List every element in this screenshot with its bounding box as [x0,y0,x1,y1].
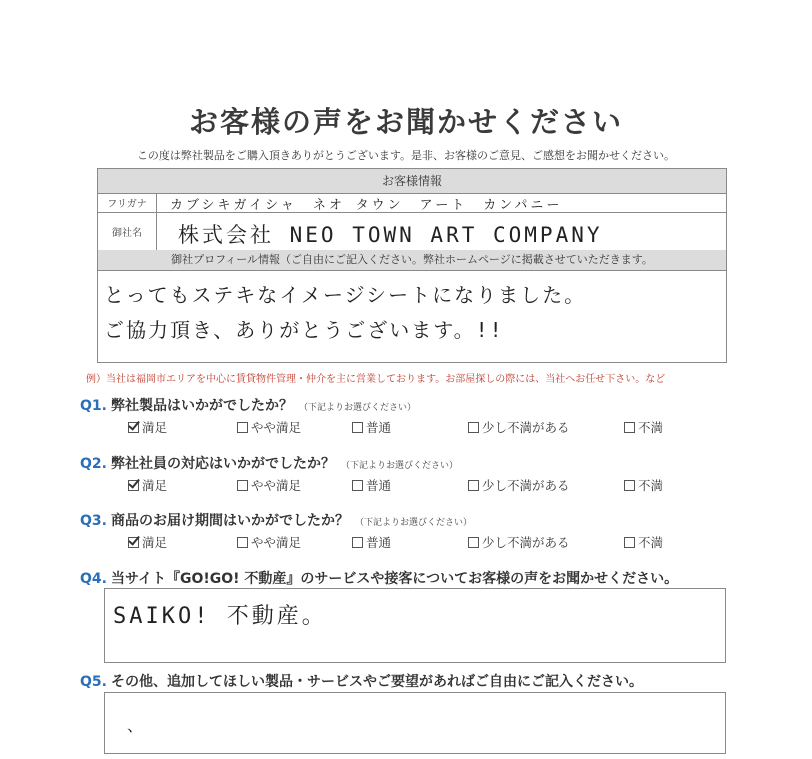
checkbox-icon[interactable] [352,537,363,548]
checkbox-icon[interactable] [352,422,363,433]
q3-option-satisfied[interactable]: 満足 [128,533,167,551]
profile-text-line-2: ご協力頂き、ありがとうございます。!! [104,318,504,342]
profile-header: 御社プロフィール情報（ご自由にご記入ください。弊社ホームページに掲載させていただきます。 [98,250,726,271]
q1-option-somewhat-satisfied[interactable]: やや満足 [237,418,301,436]
furigana-row [98,193,726,213]
question-3-text: 商品のお届け期間はいかがでしたか？ [110,513,349,529]
question-1-text: 弊社製品はいかがでしたか？ [110,398,293,414]
checkbox-icon[interactable] [624,537,635,548]
q2-option-dissatisfied[interactable]: 不満 [624,476,663,494]
q2-option-somewhat-satisfied[interactable]: やや満足 [237,476,301,494]
company-row [98,212,726,251]
q1-option-dissatisfied[interactable]: 不満 [624,418,663,436]
question-5-answer: 、 [127,716,144,735]
checkbox-icon[interactable] [468,422,479,433]
checkbox-checked-icon[interactable] [128,537,139,548]
q1-option-slightly-dissatisfied[interactable]: 少し不満がある [468,418,570,436]
checkbox-checked-icon[interactable] [128,422,139,433]
checkbox-icon[interactable] [468,480,479,491]
q2-option-average[interactable]: 普通 [352,476,391,494]
profile-text-line-1: とってもステキなイメージシートになりました。 [104,283,587,307]
checkbox-icon[interactable] [352,480,363,491]
page-title: お客様の声をお聞かせください [188,105,623,139]
checkbox-icon[interactable] [237,422,248,433]
question-3-number: Q3. [80,513,107,529]
question-4-answer: SAIKO! 不動産。 [113,604,327,629]
q2-option-satisfied[interactable]: 満足 [128,476,167,494]
furigana-label: フリガナ [98,193,157,212]
question-4-answer-box[interactable] [104,588,726,663]
question-2-number: Q2. [80,456,107,472]
company-label: 御社名 [98,212,157,250]
question-2 [80,453,458,473]
question-4-number: Q4. [80,571,107,587]
company-value: 株式会社 NEO TOWN ART COMPANY [178,223,603,247]
question-5-text: その他、追加してほしい製品・サービスやご要望があればご自由にご記入ください。 [110,674,643,690]
question-4 [80,568,678,588]
customer-info-header: お客様情報 [98,169,726,194]
q3-option-dissatisfied[interactable]: 不満 [624,533,663,551]
question-5-number: Q5. [80,674,107,690]
q2-option-slightly-dissatisfied[interactable]: 少し不満がある [468,476,570,494]
q3-option-somewhat-satisfied[interactable]: やや満足 [237,533,301,551]
question-3 [80,510,472,530]
checkbox-checked-icon[interactable] [128,480,139,491]
q1-option-satisfied[interactable]: 満足 [128,418,167,436]
furigana-value: カブシキガイシャ ネオ タウン アート カンパニー [170,198,563,213]
checkbox-icon[interactable] [237,537,248,548]
question-4-text: 当サイト『GO!GO! 不動産』のサービスや接客についてお客様の声をお聞かせください。 [110,571,679,587]
checkbox-icon[interactable] [624,480,635,491]
q3-option-average[interactable]: 普通 [352,533,391,551]
question-2-hint: （下記よりお選びください） [340,461,458,471]
example-note: 例）当社は福岡市エリアを中心に賃貸物件管理・仲介を主に営業しております。お部屋探しの際には、当社へお任せ下さい。など [86,374,666,385]
question-3-hint: （下記よりお選びください） [354,518,472,528]
checkbox-icon[interactable] [468,537,479,548]
page-subtitle: この度は弊社製品をご購入頂きありがとうございます。是非、お客様のご意見、ご感想をお聞かせください。 [136,149,676,162]
question-5-answer-box[interactable] [104,692,726,754]
checkbox-icon[interactable] [624,422,635,433]
q1-option-average[interactable]: 普通 [352,418,391,436]
question-1 [80,395,416,415]
checkbox-icon[interactable] [237,480,248,491]
question-2-text: 弊社社員の対応はいかがでしたか？ [110,456,335,472]
question-1-number: Q1. [80,398,107,414]
customer-info-box [97,168,727,363]
question-5 [80,671,643,691]
question-1-hint: （下記よりお選びください） [298,403,416,413]
q3-option-slightly-dissatisfied[interactable]: 少し不満がある [468,533,570,551]
